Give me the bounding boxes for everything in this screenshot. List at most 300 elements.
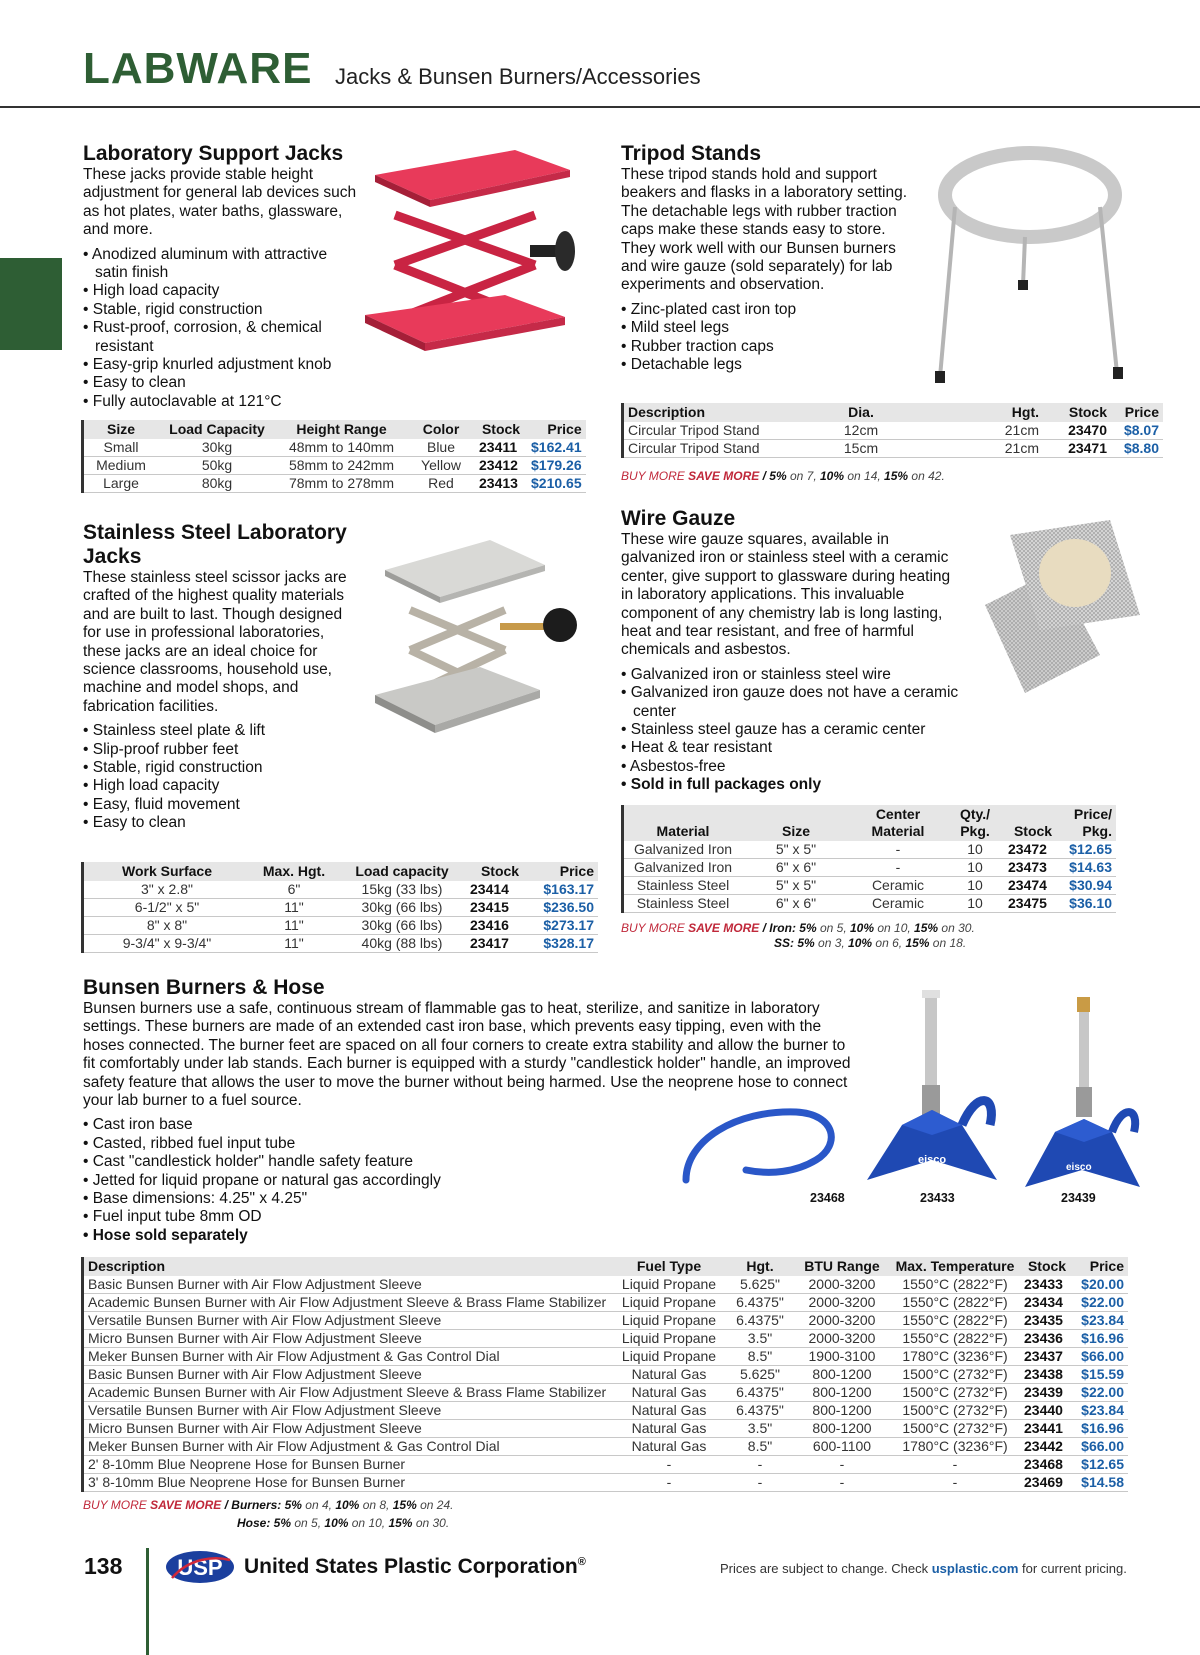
ss-jacks-table bbox=[84, 862, 598, 953]
page-number: 138 bbox=[84, 1553, 123, 1579]
cell-stock: 23439 bbox=[1020, 1384, 1074, 1402]
table-row bbox=[84, 881, 598, 899]
discount: / 5% bbox=[762, 469, 787, 483]
table-row bbox=[84, 899, 598, 917]
col-header: Work Surface bbox=[84, 862, 250, 881]
discount-qty: on 42. bbox=[908, 469, 945, 483]
cell-price: $14.63 bbox=[1062, 859, 1116, 877]
cell-stock: 23471 bbox=[1043, 440, 1111, 458]
cell-stock: 23438 bbox=[1020, 1366, 1074, 1384]
cell: Micro Bunsen Burner with Air Flow Adjustment Sleeve bbox=[84, 1330, 612, 1348]
cell: Natural Gas bbox=[612, 1384, 726, 1402]
bullet: • Galvanized iron or stainless steel wire bbox=[621, 666, 981, 684]
col-header: Size bbox=[84, 420, 158, 439]
discount-qty: on 8, bbox=[359, 1498, 393, 1512]
table-row bbox=[84, 439, 586, 457]
table-row bbox=[84, 475, 586, 493]
website-link[interactable]: usplastic.com bbox=[931, 1561, 1019, 1576]
bullet: • Easy, fluid movement bbox=[83, 796, 353, 814]
cell-stock: 23411 bbox=[475, 439, 527, 457]
table-row bbox=[84, 1312, 1128, 1330]
lab-jacks-section bbox=[83, 142, 363, 411]
ss-jacks-section bbox=[83, 521, 353, 833]
red-lab-jack-image bbox=[365, 145, 580, 360]
cell: 800-1200 bbox=[794, 1420, 890, 1438]
tripod-stand-image bbox=[930, 145, 1135, 390]
cell: 30kg bbox=[158, 439, 276, 457]
cell: Natural Gas bbox=[612, 1402, 726, 1420]
tripod-section bbox=[621, 142, 921, 374]
cell: 11" bbox=[250, 935, 338, 953]
bullet: • Detachable legs bbox=[621, 356, 921, 374]
caption-basic-burner: 23433 bbox=[920, 1191, 955, 1205]
cell-price: $236.50 bbox=[534, 899, 598, 917]
cell-stock: 23473 bbox=[1004, 859, 1062, 877]
discount-qty: on 3, bbox=[814, 936, 849, 950]
cell-stock: 23469 bbox=[1020, 1474, 1074, 1492]
cell: Liquid Propane bbox=[612, 1330, 726, 1348]
cell: 3.5" bbox=[726, 1420, 794, 1438]
bullet: • Galvanized iron gauze does not have a ceramic center bbox=[621, 684, 981, 721]
discount: 10% bbox=[849, 921, 875, 935]
buy-more-text: BUY MORE bbox=[621, 469, 685, 483]
col-header: Max. Temperature bbox=[890, 1257, 1020, 1276]
header-line: Qty./ bbox=[959, 806, 991, 822]
cell: Academic Bunsen Burner with Air Flow Adjustment Sleeve & Brass Flame Stabilizer bbox=[84, 1294, 612, 1312]
gauze-buy-more-ss bbox=[774, 936, 966, 951]
ss-jacks-title: Stainless Steel Laboratory Jacks bbox=[83, 521, 347, 568]
section-tab bbox=[0, 258, 62, 350]
cell-stock: 23412 bbox=[475, 457, 527, 475]
discount-qty: on 5, bbox=[816, 921, 850, 935]
cell: Yellow bbox=[407, 457, 475, 475]
col-header: Load Capacity bbox=[158, 420, 276, 439]
cell: Basic Bunsen Burner with Air Flow Adjustment Sleeve bbox=[84, 1366, 612, 1384]
bullet: • Anodized aluminum with attractive satin finish bbox=[83, 246, 358, 283]
lab-jacks-desc: These jacks provide stable height adjustment for general lab devices such as hot plates, water baths, glassware, and more. bbox=[83, 166, 357, 239]
cell: Liquid Propane bbox=[612, 1348, 726, 1366]
cell-price: $162.41 bbox=[527, 439, 586, 457]
table-header bbox=[624, 805, 1116, 841]
bullet: • Rubber traction caps bbox=[621, 338, 921, 356]
cell-price: $22.00 bbox=[1074, 1384, 1128, 1402]
cell: 5" x 5" bbox=[742, 841, 850, 859]
cell-price: $179.26 bbox=[527, 457, 586, 475]
cell: Meker Bunsen Burner with Air Flow Adjustment & Gas Control Dial bbox=[84, 1438, 612, 1456]
cell-price: $163.17 bbox=[534, 881, 598, 899]
tripod-buy-more bbox=[621, 469, 945, 484]
col-header: Stock bbox=[1020, 1257, 1074, 1276]
cell-stock: 23416 bbox=[466, 917, 534, 935]
bunsen-desc: Bunsen burners use a safe, continuous stream of flammable gas to heat, sterilize, and sanitize in laboratory settings. These burners are made of an extended cast iron base, which prevents easy tipping, even with the hoses connected. The burner feet are spaced on all four corners to create extra stability and allow the burner to fit comfortably under lab stands. Each burner is equipped with a sturdy "candlestick holder" handle, an improved safety feature that allows the user to move the burner without being harmed. Use the neoprene hose to connect your lab burner to a fuel source. bbox=[83, 1000, 851, 1110]
caption-hose: 23468 bbox=[810, 1191, 845, 1205]
cell: 3.5" bbox=[726, 1330, 794, 1348]
cell: 2000-3200 bbox=[794, 1294, 890, 1312]
buy-more-text: BUY MORE bbox=[621, 921, 685, 935]
cell: - bbox=[890, 1456, 1020, 1474]
discount-qty: on 7, bbox=[786, 469, 820, 483]
cell: Large bbox=[84, 475, 158, 493]
bullet: • High load capacity bbox=[83, 777, 353, 795]
col-header: Hgt. bbox=[726, 1257, 794, 1276]
gauze-buy-more bbox=[621, 921, 975, 936]
registered-mark: ® bbox=[577, 1556, 586, 1568]
footer-bar bbox=[146, 1548, 149, 1655]
cell-price: $30.94 bbox=[1062, 877, 1116, 895]
cell-stock: 23468 bbox=[1020, 1456, 1074, 1474]
col-header: Price bbox=[1111, 403, 1163, 422]
cell: 1500°C (2732°F) bbox=[890, 1420, 1020, 1438]
col-header: Color bbox=[407, 420, 475, 439]
cell: 1500°C (2732°F) bbox=[890, 1384, 1020, 1402]
cell: 15kg (33 lbs) bbox=[338, 881, 466, 899]
col-header: Stock bbox=[466, 862, 534, 881]
cell: 800-1200 bbox=[794, 1402, 890, 1420]
cell: 600-1100 bbox=[794, 1438, 890, 1456]
discount-qty: on 4, bbox=[301, 1498, 336, 1512]
col-header: Height Range bbox=[276, 420, 407, 439]
company-name bbox=[244, 1555, 586, 1579]
table-row bbox=[84, 1420, 1128, 1438]
save-more-text: SAVE MORE bbox=[150, 1498, 222, 1512]
col-header: Price bbox=[1074, 1257, 1128, 1276]
table-row bbox=[84, 1456, 1128, 1474]
cell-stock: 23474 bbox=[1004, 877, 1062, 895]
gauze-desc: These wire gauze squares, available in galvanized iron or stainless steel with a ceramic center, give support to glassware during heating in laboratory applications. This invaluable component of any chemistry lab is long lasting, heat and tear resistant, and free of harmful chemicals and asbestos. bbox=[621, 531, 951, 659]
cell: Galvanized Iron bbox=[624, 841, 742, 859]
table-row bbox=[624, 422, 1163, 440]
cell-price: $8.07 bbox=[1111, 422, 1163, 440]
bullet: • Base dimensions: 4.25" x 4.25" bbox=[83, 1190, 853, 1208]
cell: 21cm bbox=[920, 422, 1043, 440]
cell: - bbox=[726, 1474, 794, 1492]
cell: Micro Bunsen Burner with Air Flow Adjustment Sleeve bbox=[84, 1420, 612, 1438]
cell: Small bbox=[84, 439, 158, 457]
cell: 800-1200 bbox=[794, 1366, 890, 1384]
cell: Natural Gas bbox=[612, 1366, 726, 1384]
cell: Galvanized Iron bbox=[624, 859, 742, 877]
cell: 48mm to 140mm bbox=[276, 439, 407, 457]
cell: 11" bbox=[250, 899, 338, 917]
discount: 10% bbox=[848, 936, 873, 950]
bullet: • Slip-proof rubber feet bbox=[83, 741, 353, 759]
bullet: • Mild steel legs bbox=[621, 319, 921, 337]
discount-qty: on 5, bbox=[291, 1516, 325, 1530]
cell: Circular Tripod Stand bbox=[624, 440, 802, 458]
bullet: • Easy-grip knurled adjustment knob bbox=[83, 356, 358, 374]
cell: Liquid Propane bbox=[612, 1294, 726, 1312]
discount-qty: on 10, bbox=[874, 921, 915, 935]
bunsen-buy-more-hose bbox=[237, 1516, 449, 1531]
col-header: Load capacity bbox=[338, 862, 466, 881]
page-title: LABWARE bbox=[83, 44, 313, 93]
cell-price: $12.65 bbox=[1062, 841, 1116, 859]
header-line: Material bbox=[871, 823, 925, 839]
bunsen-table bbox=[84, 1257, 1128, 1492]
bunsen-title: Bunsen Burners & Hose bbox=[83, 976, 325, 999]
cell: - bbox=[794, 1474, 890, 1492]
cell: 30kg (66 lbs) bbox=[338, 899, 466, 917]
col-header: Price bbox=[534, 862, 598, 881]
cell: 8" x 8" bbox=[84, 917, 250, 935]
ss-jacks-table-wrap bbox=[81, 862, 598, 953]
col-header: Hgt. bbox=[920, 403, 1043, 422]
cell: 21cm bbox=[920, 440, 1043, 458]
neoprene-hose-image bbox=[676, 1100, 846, 1192]
cell: 1900-3100 bbox=[794, 1348, 890, 1366]
col-header: Material bbox=[624, 805, 742, 841]
pricing-note bbox=[720, 1561, 1127, 1576]
cell-stock: 23417 bbox=[466, 935, 534, 953]
discount: 15% bbox=[905, 936, 930, 950]
cell-price: $8.80 bbox=[1111, 440, 1163, 458]
bullet: • Sold in full packages only bbox=[621, 776, 981, 794]
lab-jacks-bullets bbox=[83, 246, 358, 412]
bullet: • Hose sold separately bbox=[83, 1227, 853, 1245]
tripod-bullets bbox=[621, 301, 921, 375]
cell: 12cm bbox=[802, 422, 920, 440]
discount: 15% bbox=[884, 469, 909, 483]
tripod-table-wrap bbox=[621, 403, 1163, 458]
cell-stock: 23413 bbox=[475, 475, 527, 493]
cell: 3" x 2.8" bbox=[84, 881, 250, 899]
cell: 40kg (88 lbs) bbox=[338, 935, 466, 953]
cell: 1780°C (3236°F) bbox=[890, 1348, 1020, 1366]
bullet: • Zinc-plated cast iron top bbox=[621, 301, 921, 319]
bullet: • Stable, rigid construction bbox=[83, 759, 353, 777]
cell: - bbox=[612, 1456, 726, 1474]
discount: 10% bbox=[324, 1516, 349, 1530]
cell: - bbox=[850, 841, 946, 859]
table-row bbox=[84, 935, 598, 953]
cell-stock: 23470 bbox=[1043, 422, 1111, 440]
table-row bbox=[624, 877, 1116, 895]
cell-price: $16.96 bbox=[1074, 1330, 1128, 1348]
cell: 6.4375" bbox=[726, 1294, 794, 1312]
usp-logo-text: USP bbox=[177, 1555, 223, 1580]
cell: 6.4375" bbox=[726, 1402, 794, 1420]
cell: Versatile Bunsen Burner with Air Flow Adjustment Sleeve bbox=[84, 1312, 612, 1330]
table-row bbox=[84, 1330, 1128, 1348]
cell-price: $66.00 bbox=[1074, 1348, 1128, 1366]
cell-stock: 23433 bbox=[1020, 1276, 1074, 1294]
cell-price: $15.59 bbox=[1074, 1366, 1128, 1384]
bullet: • Stainless steel gauze has a ceramic center bbox=[621, 721, 981, 739]
lab-jacks-table bbox=[84, 420, 586, 493]
cell: 10 bbox=[946, 841, 1004, 859]
discount: 15% bbox=[392, 1498, 417, 1512]
cell: 80kg bbox=[158, 475, 276, 493]
lab-jacks-table-wrap bbox=[81, 420, 586, 493]
cell: 1550°C (2822°F) bbox=[890, 1276, 1020, 1294]
cell: 78mm to 278mm bbox=[276, 475, 407, 493]
table-row bbox=[84, 1438, 1128, 1456]
cell-stock: 23441 bbox=[1020, 1420, 1074, 1438]
col-header: Size bbox=[742, 805, 850, 841]
wire-gauze-image bbox=[980, 515, 1145, 695]
bullet: • Casted, ribbed fuel input tube bbox=[83, 1135, 853, 1153]
col-header: Fuel Type bbox=[612, 1257, 726, 1276]
bunsen-table-wrap bbox=[81, 1257, 1128, 1492]
discount-qty: on 10, bbox=[348, 1516, 389, 1530]
col-header bbox=[946, 805, 1004, 841]
cell: 10 bbox=[946, 877, 1004, 895]
col-header bbox=[850, 805, 946, 841]
bullet: • Stable, rigid construction bbox=[83, 301, 358, 319]
cell: 9-3/4" x 9-3/4" bbox=[84, 935, 250, 953]
bunsen-burner-image-academic bbox=[1020, 992, 1145, 1197]
bullet: • Fully autoclavable at 121°C bbox=[83, 393, 358, 411]
cell: 2000-3200 bbox=[794, 1330, 890, 1348]
cell-price: $273.17 bbox=[534, 917, 598, 935]
discount: / Iron: 5% bbox=[762, 921, 817, 935]
table-row bbox=[624, 440, 1163, 458]
cell: Ceramic bbox=[850, 895, 946, 913]
cell: 6" x 6" bbox=[742, 859, 850, 877]
header-line: Pkg. bbox=[1082, 823, 1112, 839]
cell: Ceramic bbox=[850, 877, 946, 895]
tripod-table bbox=[624, 403, 1163, 458]
header-line: Pkg. bbox=[960, 823, 990, 839]
cell: 6.4375" bbox=[726, 1384, 794, 1402]
cell-price: $328.17 bbox=[534, 935, 598, 953]
table-row bbox=[84, 917, 598, 935]
cell: 1550°C (2822°F) bbox=[890, 1312, 1020, 1330]
cell: Liquid Propane bbox=[612, 1276, 726, 1294]
discount: Hose: 5% bbox=[237, 1516, 292, 1530]
page-subtitle: Jacks & Bunsen Burners/Accessories bbox=[335, 64, 701, 89]
bullet: • Rust-proof, corrosion, & chemical resistant bbox=[83, 319, 358, 356]
col-header: Price bbox=[527, 420, 586, 439]
discount: 10% bbox=[335, 1498, 360, 1512]
usp-logo bbox=[164, 1548, 236, 1586]
cell: Stainless Steel bbox=[624, 895, 742, 913]
cell-stock: 23472 bbox=[1004, 841, 1062, 859]
cell: 6.4375" bbox=[726, 1312, 794, 1330]
ss-jacks-bullets bbox=[83, 722, 353, 832]
cell: Academic Bunsen Burner with Air Flow Adjustment Sleeve & Brass Flame Stabilizer bbox=[84, 1384, 612, 1402]
cell-price: $12.65 bbox=[1074, 1456, 1128, 1474]
cell-stock: 23475 bbox=[1004, 895, 1062, 913]
note-text: for current pricing. bbox=[1018, 1561, 1127, 1576]
table-row bbox=[84, 1294, 1128, 1312]
discount: 15% bbox=[914, 921, 939, 935]
buy-more-text: BUY MORE bbox=[83, 1498, 147, 1512]
cell: 2000-3200 bbox=[794, 1276, 890, 1294]
bullet: • Easy to clean bbox=[83, 374, 358, 392]
cell-stock: 23414 bbox=[466, 881, 534, 899]
cell: 50kg bbox=[158, 457, 276, 475]
cell: Red bbox=[407, 475, 475, 493]
table-header bbox=[84, 862, 598, 881]
header-rule bbox=[0, 106, 1200, 108]
cell-price: $23.84 bbox=[1074, 1312, 1128, 1330]
discount-qty: on 6, bbox=[872, 936, 906, 950]
table-row bbox=[84, 1474, 1128, 1492]
col-header: BTU Range bbox=[794, 1257, 890, 1276]
cell: 1500°C (2732°F) bbox=[890, 1402, 1020, 1420]
save-more-text: SAVE MORE bbox=[688, 921, 760, 935]
stainless-lab-jack-image bbox=[370, 535, 585, 745]
eisco-logo-text: eisco bbox=[1066, 1162, 1092, 1173]
discount: 15% bbox=[388, 1516, 413, 1530]
cell: 11" bbox=[250, 917, 338, 935]
discount-qty: on 24. bbox=[416, 1498, 454, 1512]
tripod-title: Tripod Stands bbox=[621, 142, 762, 165]
cell: Blue bbox=[407, 439, 475, 457]
save-more-text: SAVE MORE bbox=[688, 469, 760, 483]
gauze-section bbox=[621, 507, 981, 795]
cell: 10 bbox=[946, 859, 1004, 877]
bullet: • High load capacity bbox=[83, 282, 358, 300]
cell: 6-1/2" x 5" bbox=[84, 899, 250, 917]
cell: - bbox=[726, 1456, 794, 1474]
table-row bbox=[84, 1348, 1128, 1366]
table-row bbox=[624, 841, 1116, 859]
bullet: • Stainless steel plate & lift bbox=[83, 722, 353, 740]
bullet: • Easy to clean bbox=[83, 814, 353, 832]
cell: 1780°C (3236°F) bbox=[890, 1438, 1020, 1456]
discount: 10% bbox=[819, 469, 845, 483]
col-header: Stock bbox=[475, 420, 527, 439]
table-row bbox=[84, 1384, 1128, 1402]
table-header bbox=[84, 1257, 1128, 1276]
table-row bbox=[84, 1276, 1128, 1294]
bullet: • Asbestos-free bbox=[621, 758, 981, 776]
cell-price: $22.00 bbox=[1074, 1294, 1128, 1312]
col-header: Description bbox=[624, 403, 802, 422]
table-header bbox=[624, 403, 1163, 422]
discount-qty: on 30. bbox=[412, 1516, 450, 1530]
cell: 1550°C (2822°F) bbox=[890, 1294, 1020, 1312]
discount-qty: on 18. bbox=[929, 936, 967, 950]
table-header bbox=[84, 420, 586, 439]
cell-stock: 23435 bbox=[1020, 1312, 1074, 1330]
cell: Basic Bunsen Burner with Air Flow Adjustment Sleeve bbox=[84, 1276, 612, 1294]
cell: 8.5" bbox=[726, 1438, 794, 1456]
header-line: Price/ bbox=[1073, 806, 1112, 822]
table-row bbox=[84, 1402, 1128, 1420]
cell: - bbox=[890, 1474, 1020, 1492]
cell: 3' 8-10mm Blue Neoprene Hose for Bunsen Burner bbox=[84, 1474, 612, 1492]
cell-price: $20.00 bbox=[1074, 1276, 1128, 1294]
bullet: • Heat & tear resistant bbox=[621, 739, 981, 757]
cell-stock: 23440 bbox=[1020, 1402, 1074, 1420]
cell-price: $36.10 bbox=[1062, 895, 1116, 913]
cell-price: $14.58 bbox=[1074, 1474, 1128, 1492]
bunsen-burner-image-basic bbox=[862, 985, 1002, 1197]
cell-price: $66.00 bbox=[1074, 1438, 1128, 1456]
cell: - bbox=[850, 859, 946, 877]
cell: 6" bbox=[250, 881, 338, 899]
discount: / Burners: 5% bbox=[224, 1498, 302, 1512]
cell-price: $23.84 bbox=[1074, 1402, 1128, 1420]
cell-stock: 23442 bbox=[1020, 1438, 1074, 1456]
cell: 8.5" bbox=[726, 1348, 794, 1366]
discount-qty: on 30. bbox=[938, 921, 975, 935]
table-row bbox=[84, 457, 586, 475]
gauze-bullets bbox=[621, 666, 981, 795]
gauze-title: Wire Gauze bbox=[621, 507, 736, 530]
bunsen-buy-more bbox=[83, 1498, 453, 1513]
cell: Natural Gas bbox=[612, 1438, 726, 1456]
cell: 800-1200 bbox=[794, 1384, 890, 1402]
cell: 58mm to 242mm bbox=[276, 457, 407, 475]
gauze-table-wrap bbox=[621, 805, 1116, 913]
cell: 1500°C (2732°F) bbox=[890, 1366, 1020, 1384]
header-line: Center bbox=[875, 806, 921, 822]
discount-qty: on 14, bbox=[844, 469, 885, 483]
